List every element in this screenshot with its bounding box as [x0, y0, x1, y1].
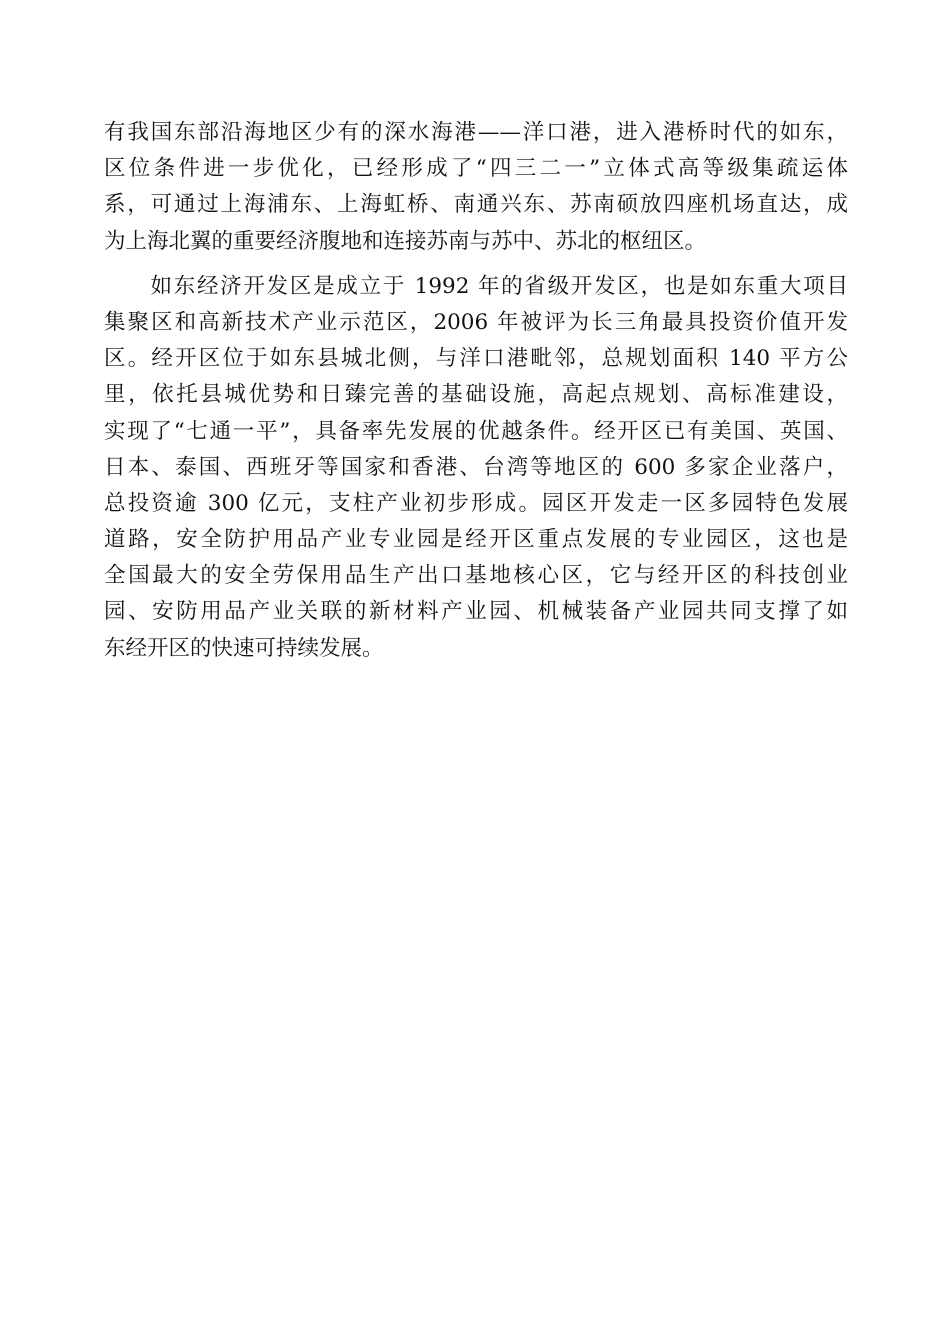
text-line: 区位条件进一步优化，已经形成了“四三二一”立体式高等级集疏运体 — [104, 156, 848, 182]
text-line: 如东经济开发区是成立于 1992 年的省级开发区，也是如东重大项目 — [104, 273, 848, 299]
paragraph-location — [104, 115, 848, 260]
text-line: 区。经开区位于如东县城北侧，与洋口港毗邻，总规划面积 140 平方公 — [104, 346, 848, 372]
text-line: 园、安防用品产业关联的新材料产业园、机械装备产业园共同支撑了如 — [104, 599, 848, 625]
text-line: 东经开区的快速可持续发展。 — [104, 635, 384, 661]
text-line: 系，可通过上海浦东、上海虹桥、南通兴东、苏南硕放四座机场直达，成 — [104, 192, 848, 218]
text-line: 道路，安全防护用品产业专业园是经开区重点发展的专业园区，这也是 — [104, 527, 848, 553]
text-line: 实现了“七通一平”，具备率先发展的优越条件。经开区已有美国、英国、 — [104, 418, 848, 444]
text-line: 集聚区和高新技术产业示范区，2006 年被评为长三角最具投资价值开发 — [104, 309, 848, 335]
text-line: 为上海北翼的重要经济腹地和连接苏南与苏中、苏北的枢纽区。 — [104, 228, 707, 254]
paragraph-spacer — [104, 260, 848, 269]
text-line: 里，依托县城优势和日臻完善的基础设施，高起点规划、高标准建设， — [104, 382, 848, 408]
paragraph-development-zone — [104, 269, 848, 667]
text-line: 日本、泰国、西班牙等国家和香港、台湾等地区的 600 多家企业落户， — [104, 454, 848, 480]
text-line: 有我国东部沿海地区少有的深水海港——洋口港，进入港桥时代的如东， — [104, 120, 848, 145]
body-text — [104, 115, 848, 667]
text-line: 全国最大的安全劳保用品生产出口基地核心区，它与经开区的科技创业 — [104, 563, 848, 589]
text-line: 总投资逾 300 亿元，支柱产业初步形成。园区开发走一区多园特色发展 — [104, 490, 848, 516]
